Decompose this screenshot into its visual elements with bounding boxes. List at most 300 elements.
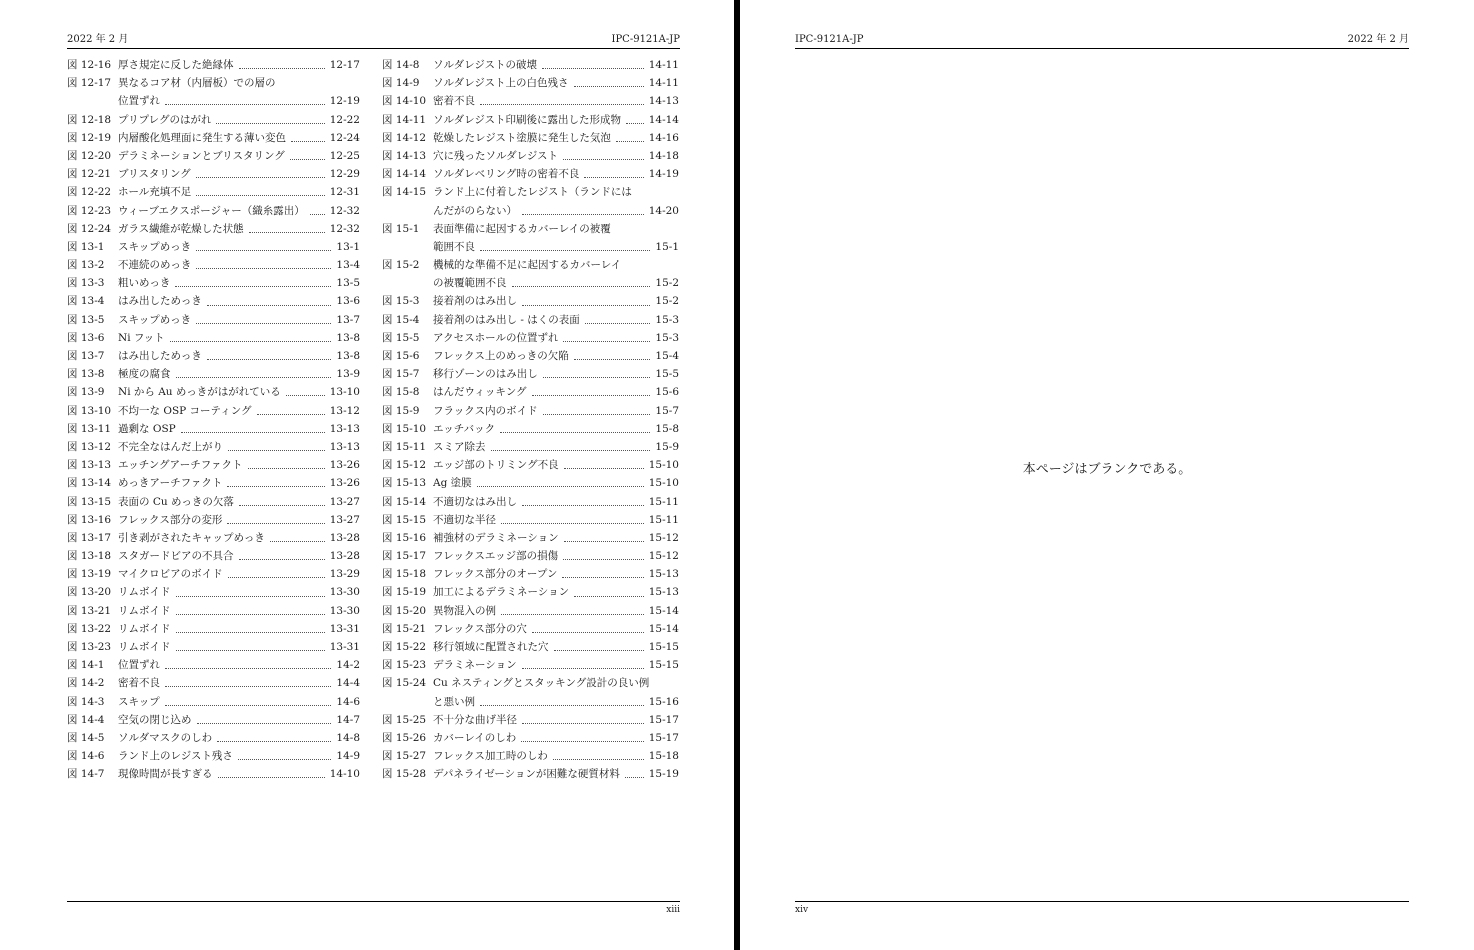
toc-entry[interactable] — [382, 602, 679, 620]
figure-number: 図 15-11 — [382, 440, 427, 453]
figure-page: 15-4 — [655, 350, 679, 362]
figure-page: 15-3 — [655, 331, 679, 344]
figure-title: Ni フット — [118, 331, 165, 344]
figure-number: 図 15-13 — [382, 477, 427, 490]
leader-dots — [584, 176, 643, 178]
figure-title: 厚さ規定に反した絶縁体 — [118, 59, 234, 71]
leader-dots — [574, 85, 644, 87]
figure-title: フレックス部分の変形 — [118, 513, 223, 526]
figure-title: Cu ネスティングとスタッキング設計の良い例 — [433, 677, 650, 690]
toc-column-right — [382, 56, 679, 784]
figure-number: 図 13-12 — [67, 440, 112, 453]
figure-title: 加工によるデラミネーション — [433, 586, 570, 599]
leader-dots — [165, 103, 325, 105]
toc-entry[interactable] — [67, 347, 360, 365]
toc-entry[interactable] — [382, 56, 679, 74]
figure-page: 15-11 — [648, 495, 679, 508]
leader-dots — [500, 431, 650, 433]
toc-entry[interactable] — [67, 493, 360, 511]
leader-dots — [625, 776, 644, 778]
toc-entry[interactable] — [382, 674, 679, 710]
figure-number: 図 15-8 — [382, 386, 420, 399]
figure-title: 不完全なはんだ上がり — [118, 440, 223, 453]
leader-dots — [290, 158, 325, 160]
toc-entry[interactable] — [67, 383, 360, 401]
leader-dots — [491, 449, 651, 451]
blank-page-note: 本ページはブランクである。 — [1022, 462, 1192, 477]
leader-dots — [532, 394, 651, 396]
figure-number: 図 15-26 — [382, 731, 427, 744]
figure-title: 不均一な OSP コーティング — [118, 404, 252, 417]
figure-number: 図 14-3 — [67, 695, 105, 708]
figure-title: デラミネーションとブリスタリング — [118, 149, 285, 162]
figure-title: 密着不良 — [433, 95, 475, 108]
figure-title: アクセスホールの位置ずれ — [433, 331, 559, 344]
toc-entry[interactable] — [382, 656, 679, 674]
toc-entry[interactable] — [382, 165, 679, 183]
figure-number: 図 15-28 — [382, 768, 427, 781]
figure-number: 図 14-9 — [382, 77, 420, 90]
leader-dots — [176, 631, 325, 633]
figure-number: 図 13-15 — [67, 495, 112, 508]
toc-entry[interactable] — [382, 511, 679, 529]
toc-entry[interactable] — [382, 729, 679, 747]
toc-entry[interactable] — [382, 711, 679, 729]
figure-title: Ag 塗膜 — [433, 477, 472, 490]
toc-entry[interactable] — [382, 529, 679, 547]
figure-page: 14-8 — [336, 731, 360, 744]
leader-dots — [196, 194, 324, 196]
toc-entry[interactable] — [67, 220, 360, 238]
figure-title: デラミネーション — [433, 659, 517, 672]
toc-entry[interactable] — [382, 620, 679, 638]
figure-title: ソルダレジストの破壊 — [433, 59, 538, 71]
figure-title: エッジ部のトリミング不良 — [433, 459, 559, 472]
toc-entry[interactable] — [382, 111, 679, 129]
figure-page: 13-26 — [329, 477, 360, 490]
page-footer — [67, 901, 680, 915]
toc-entry[interactable] — [382, 292, 679, 310]
toc-entry[interactable] — [382, 474, 679, 492]
leader-dots — [554, 649, 644, 651]
toc-entry[interactable] — [67, 547, 360, 565]
leader-dots — [175, 285, 331, 287]
toc-entry[interactable] — [382, 129, 679, 147]
figure-number: 図 15-16 — [382, 531, 427, 544]
figure-title: ソルダマスクのしわ — [118, 731, 213, 744]
figure-page: 12-31 — [329, 186, 360, 199]
toc-entry[interactable] — [382, 438, 679, 456]
toc-entry[interactable] — [67, 583, 360, 601]
toc-entry[interactable] — [67, 420, 360, 438]
leader-dots — [480, 249, 650, 251]
figure-page: 13-9 — [336, 368, 360, 381]
toc-entry[interactable] — [382, 365, 679, 383]
figure-page: 13-30 — [329, 586, 360, 599]
toc-entry[interactable] — [67, 147, 360, 165]
figure-page: 14-20 — [648, 204, 679, 217]
leader-dots — [564, 467, 644, 469]
toc-column-left — [67, 56, 360, 784]
toc-entry[interactable] — [67, 238, 360, 256]
leader-dots — [286, 394, 325, 396]
leader-dots — [228, 576, 325, 578]
figure-number: 図 15-2 — [382, 259, 420, 272]
figure-number: 図 13-13 — [67, 459, 112, 472]
figure-number: 図 15-7 — [382, 368, 420, 381]
figure-number: 図 15-9 — [382, 404, 420, 417]
toc-entry[interactable] — [67, 365, 360, 383]
figure-number: 図 13-10 — [67, 404, 112, 417]
header-date: 2022 年 2 月 — [1347, 34, 1409, 45]
figure-page: 13-13 — [329, 440, 360, 453]
toc-entry[interactable] — [382, 547, 679, 565]
figure-title: ランド上のレジスト残さ — [118, 750, 233, 763]
figure-page: 13-12 — [329, 404, 360, 417]
figure-number: 図 15-15 — [382, 513, 427, 526]
figure-page: 15-15 — [648, 659, 679, 672]
figure-page: 15-18 — [648, 750, 679, 763]
toc-entry[interactable] — [67, 729, 360, 747]
toc-entry[interactable] — [67, 529, 360, 547]
figure-number: 図 12-18 — [67, 113, 112, 126]
figure-title: 現像時間が長すぎる — [118, 768, 213, 781]
leader-dots — [563, 158, 644, 160]
figure-number: 図 13-1 — [67, 240, 105, 253]
figure-title: ソルダレジスト上の白色残さ — [433, 77, 569, 90]
figure-number: 図 14-11 — [382, 113, 427, 126]
toc-entry[interactable] — [67, 693, 360, 711]
figure-number: 図 15-21 — [382, 622, 427, 635]
toc-entry[interactable] — [67, 474, 360, 492]
figure-page: 13-29 — [329, 568, 360, 581]
figure-number: 図 12-24 — [67, 222, 112, 235]
figure-title: ソルダレジスト印刷後に露出した形成物 — [433, 113, 622, 126]
leader-dots — [562, 576, 643, 578]
page-footer — [795, 901, 1409, 915]
leader-dots — [574, 595, 644, 597]
leader-dots — [207, 358, 332, 360]
figure-number: 図 15-24 — [382, 677, 427, 690]
figure-number: 図 14-1 — [67, 659, 105, 672]
leader-dots — [207, 304, 332, 306]
figure-page: 13-8 — [336, 331, 360, 344]
leader-dots — [574, 358, 651, 360]
figure-page: 14-13 — [648, 95, 679, 108]
leader-dots — [257, 413, 325, 415]
leader-dots — [217, 740, 331, 742]
figure-page: 13-27 — [329, 513, 360, 526]
figure-title: ブリスタリング — [118, 168, 191, 181]
figure-number: 図 15-25 — [382, 713, 427, 726]
figure-page: 14-11 — [648, 77, 679, 90]
leader-dots — [196, 249, 331, 251]
toc-entry[interactable] — [382, 183, 679, 219]
figure-page: 15-15 — [648, 641, 679, 653]
toc-entry[interactable] — [67, 74, 360, 110]
figure-number: 図 13-19 — [67, 568, 112, 581]
figure-title: 粗いめっき — [118, 277, 171, 290]
leader-dots — [310, 213, 325, 215]
figure-number: 図 14-4 — [67, 713, 105, 726]
figure-title: 異なるコア材（内層板）での層の — [118, 77, 276, 90]
figure-page: 13-26 — [329, 459, 360, 472]
figure-page: 15-9 — [655, 440, 679, 453]
figure-number: 図 15-27 — [382, 750, 427, 763]
figure-title: フラックス内のボイド — [433, 404, 538, 417]
leader-dots — [543, 413, 651, 415]
leader-dots — [543, 376, 651, 378]
leader-dots — [196, 267, 331, 269]
figure-page: 15-13 — [648, 568, 679, 581]
toc-entry[interactable] — [67, 402, 360, 420]
figure-title: 位置ずれ — [118, 659, 160, 672]
figure-page: 13-5 — [336, 277, 360, 290]
toc-entry[interactable] — [67, 183, 360, 201]
toc-entry[interactable] — [67, 602, 360, 620]
figure-page: 14-14 — [648, 113, 679, 126]
figure-page: 15-16 — [648, 695, 679, 708]
toc-entry[interactable] — [382, 74, 679, 92]
figure-number: 図 14-2 — [67, 677, 105, 690]
figure-page: 13-28 — [329, 531, 360, 544]
figure-page: 14-11 — [648, 59, 679, 71]
figure-number: 図 12-19 — [67, 131, 112, 144]
figure-title: ホール充填不足 — [118, 186, 192, 199]
toc-entry[interactable] — [382, 583, 679, 601]
figure-page: 13-4 — [336, 259, 360, 272]
toc-entry[interactable] — [382, 493, 679, 511]
leader-dots — [239, 504, 325, 506]
figure-page: 14-4 — [336, 677, 360, 690]
leader-dots — [626, 122, 644, 124]
figure-title: 過剰な OSP — [118, 422, 176, 435]
figure-number: 図 15-5 — [382, 331, 420, 344]
figure-page: 12-32 — [329, 222, 360, 235]
leader-dots — [165, 685, 331, 687]
leader-dots — [501, 613, 644, 615]
figure-number: 図 14-8 — [382, 59, 420, 71]
toc-entry[interactable] — [67, 311, 360, 329]
toc-entry[interactable] — [67, 711, 360, 729]
figure-page: 14-16 — [648, 131, 679, 144]
toc-entry[interactable] — [67, 202, 360, 220]
leader-dots — [196, 322, 331, 324]
figure-number: 図 12-21 — [67, 168, 112, 181]
toc-entry[interactable] — [382, 638, 679, 656]
figure-title: プリプレグのはがれ — [118, 113, 212, 126]
figure-title: スキップめっき — [118, 240, 192, 253]
figure-page: 15-12 — [648, 531, 679, 544]
figure-number: 図 13-2 — [67, 259, 105, 272]
figure-number: 図 15-14 — [382, 495, 427, 508]
figure-number: 図 13-23 — [67, 641, 112, 653]
figure-title: ソルダレベリング時の密着不良 — [433, 168, 580, 181]
figure-number: 図 12-17 — [67, 77, 112, 90]
right-page — [740, 0, 1474, 950]
figure-page: 12-25 — [329, 149, 360, 162]
leader-dots — [522, 722, 644, 724]
toc-entry[interactable] — [382, 765, 679, 783]
figure-number: 図 15-12 — [382, 459, 427, 472]
figure-page: 14-2 — [336, 659, 360, 672]
leader-dots — [501, 522, 644, 524]
figure-number: 図 13-14 — [67, 477, 112, 490]
toc-entry[interactable] — [382, 220, 679, 256]
figure-title: デパネライゼーションが困難な硬質材料 — [433, 768, 620, 781]
figure-page: 12-19 — [329, 95, 360, 108]
figure-title-continued: と悪い例 — [433, 695, 475, 708]
figure-page: 15-3 — [655, 313, 679, 326]
toc-entry[interactable] — [67, 256, 360, 274]
toc-entry[interactable] — [67, 638, 360, 656]
figure-page: 12-17 — [329, 59, 360, 71]
toc-entry[interactable] — [382, 747, 679, 765]
leader-dots — [239, 558, 325, 560]
toc-entry[interactable] — [67, 565, 360, 583]
figure-page: 15-1 — [655, 240, 679, 253]
leader-dots — [563, 340, 650, 342]
toc-entry[interactable] — [67, 129, 360, 147]
leader-dots — [216, 122, 324, 124]
figure-title-continued: んだがのらない） — [433, 204, 517, 217]
leader-dots — [176, 649, 325, 651]
toc-entry[interactable] — [67, 511, 360, 529]
figure-page: 13-6 — [336, 295, 360, 308]
toc-entry[interactable] — [67, 656, 360, 674]
leader-dots — [228, 449, 325, 451]
figure-title: リムボイド — [118, 622, 171, 635]
leader-dots — [553, 758, 644, 760]
figure-page: 15-17 — [648, 713, 679, 726]
leader-dots — [249, 231, 325, 233]
leader-dots — [521, 740, 643, 742]
figure-title: 極度の腐食 — [118, 368, 171, 381]
figure-title: 不適切なはみ出し — [433, 495, 517, 508]
figure-title: スミア除去 — [433, 440, 486, 453]
leader-dots — [248, 467, 325, 469]
leader-dots — [532, 631, 644, 633]
leader-dots — [165, 667, 331, 669]
figure-page: 13-28 — [329, 550, 360, 563]
leader-dots — [563, 558, 644, 560]
toc-entry[interactable] — [382, 347, 679, 365]
leader-dots — [522, 304, 650, 306]
leader-dots — [227, 485, 324, 487]
toc-entry[interactable] — [382, 92, 679, 110]
figure-number: 図 14-12 — [382, 131, 427, 144]
figure-number: 図 13-3 — [67, 277, 105, 290]
toc-entry[interactable] — [67, 456, 360, 474]
toc-entry[interactable] — [67, 438, 360, 456]
leader-dots — [616, 140, 644, 142]
figure-title-continued: 位置ずれ — [118, 95, 160, 108]
toc-entry[interactable] — [67, 292, 360, 310]
toc-entry[interactable] — [382, 565, 679, 583]
figure-title: エッチバック — [433, 422, 496, 435]
figure-page: 15-17 — [648, 731, 679, 744]
figure-page: 13-8 — [336, 350, 360, 362]
toc-entry[interactable] — [382, 456, 679, 474]
toc-entry[interactable] — [67, 274, 360, 292]
figure-title: 引き剥がされたキャップめっき — [118, 531, 265, 544]
figure-title: ガラス繊維が乾燥した状態 — [118, 222, 244, 235]
figure-number: 図 15-10 — [382, 422, 427, 435]
figure-number: 図 13-21 — [67, 604, 112, 617]
figure-number: 図 13-8 — [67, 368, 105, 381]
figure-page: 12-24 — [329, 131, 360, 144]
figure-page: 14-10 — [329, 768, 360, 781]
figure-page: 15-2 — [655, 277, 679, 290]
figure-number: 図 13-22 — [67, 622, 112, 635]
toc-entry[interactable] — [382, 383, 679, 401]
toc-entry[interactable] — [67, 765, 360, 783]
figure-number: 図 12-16 — [67, 59, 112, 71]
figure-title: 内層酸化処理面に発生する薄い変色 — [118, 131, 286, 144]
leader-dots — [165, 704, 332, 706]
toc-entry[interactable] — [382, 402, 679, 420]
toc-entry[interactable] — [67, 165, 360, 183]
leader-dots — [197, 722, 332, 724]
toc-entry[interactable] — [67, 329, 360, 347]
figure-title: 表面の Cu めっきの欠落 — [118, 495, 234, 508]
figure-page: 12-29 — [329, 168, 360, 181]
toc-entry[interactable] — [67, 620, 360, 638]
figure-number: 図 13-18 — [67, 550, 112, 563]
figure-page: 13-1 — [336, 240, 360, 253]
leader-dots — [477, 485, 644, 487]
figure-title: スタガードビアの不具合 — [118, 550, 234, 563]
figure-title: スキップめっき — [118, 313, 192, 326]
toc-entry[interactable] — [382, 311, 679, 329]
figure-page: 15-7 — [655, 404, 679, 417]
toc-entry[interactable] — [67, 674, 360, 692]
figure-page: 15-12 — [648, 550, 679, 563]
toc-entry[interactable] — [382, 147, 679, 165]
figure-page: 15-10 — [648, 477, 679, 490]
toc-entry[interactable] — [67, 56, 360, 74]
toc-entry[interactable] — [67, 747, 360, 765]
figure-page: 15-19 — [648, 768, 679, 781]
figure-number: 図 15-3 — [382, 295, 420, 308]
figure-title-continued: 範囲不良 — [433, 240, 475, 253]
figure-number: 図 15-18 — [382, 568, 427, 581]
figure-title: めっきアーチファクト — [118, 477, 223, 490]
toc-entry[interactable] — [382, 420, 679, 438]
header-doc-id: IPC-9121A-JP — [795, 34, 864, 45]
figure-page: 13-31 — [329, 622, 360, 635]
figure-number: 図 13-17 — [67, 531, 112, 544]
figure-title-continued: の被覆範囲不良 — [433, 277, 507, 290]
figure-title: 接着剤のはみ出し — [433, 295, 517, 308]
figure-number: 図 12-23 — [67, 204, 112, 217]
figure-number: 図 15-19 — [382, 586, 427, 599]
leader-dots — [181, 431, 325, 433]
leader-dots — [512, 285, 651, 287]
figure-page: 15-6 — [655, 386, 679, 399]
figure-number: 図 14-5 — [67, 731, 105, 744]
figure-page: 15-11 — [648, 513, 679, 526]
figure-title: フレックスエッジ部の損傷 — [433, 550, 559, 563]
leader-dots — [218, 776, 325, 778]
toc-entry[interactable] — [382, 256, 679, 292]
leader-dots — [522, 504, 644, 506]
figure-number: 図 14-10 — [382, 95, 427, 108]
toc-entry[interactable] — [382, 329, 679, 347]
figure-number: 図 14-7 — [67, 768, 105, 781]
page-header — [67, 36, 680, 49]
toc-entry[interactable] — [67, 111, 360, 129]
